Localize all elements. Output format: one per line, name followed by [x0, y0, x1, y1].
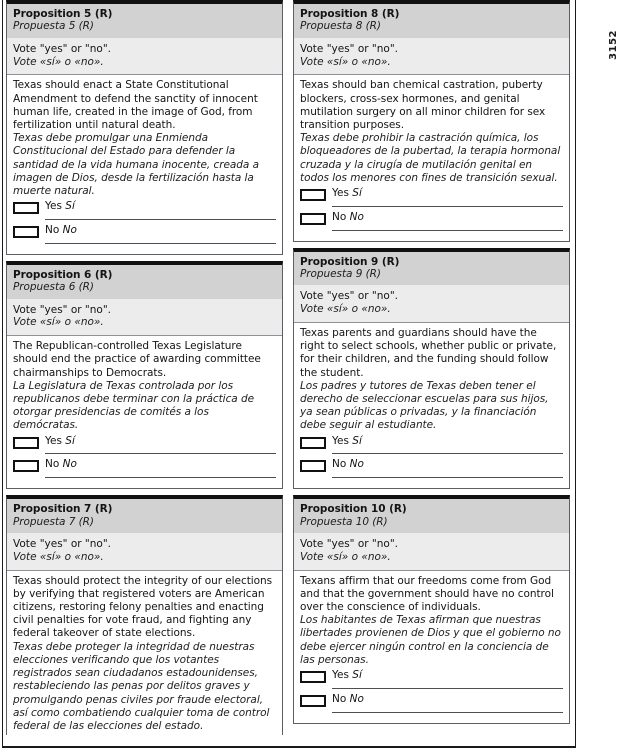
contest-title-es: Propuesta 6 (R)	[13, 281, 94, 294]
choice-row[interactable]	[300, 694, 563, 717]
choice-row[interactable]	[13, 459, 276, 482]
instruction-es: Vote «sí» o «no».	[13, 55, 104, 68]
choice-label-es: Sí	[352, 669, 362, 682]
checkbox-no[interactable]	[300, 460, 326, 472]
contest-body	[7, 336, 282, 435]
contest-title-en: Proposition 7 (R)	[13, 503, 113, 516]
checkbox-yes[interactable]	[300, 437, 326, 449]
contest-instruction	[294, 285, 569, 323]
choice-content	[39, 201, 276, 224]
contest-title-en: Proposition 9 (R)	[300, 255, 400, 268]
choice-list	[7, 435, 282, 489]
contest-title-es: Propuesta 7 (R)	[13, 515, 94, 528]
choice-list	[7, 200, 282, 254]
contest-instruction	[294, 533, 569, 571]
contest-proposition-5	[6, 0, 283, 255]
left-column	[6, 0, 283, 746]
choice-label-en: Yes	[332, 434, 349, 447]
choice-write-line	[332, 230, 563, 231]
choice-row[interactable]	[300, 459, 563, 482]
choice-row[interactable]	[300, 670, 563, 693]
contest-body-en: The Republican-controlled Texas Legislature should end the practice of awarding committee chairmanships to Democrats.	[13, 340, 261, 379]
choice-write-line	[45, 477, 276, 478]
choice-write-line	[45, 453, 276, 454]
choice-label-es: Sí	[65, 434, 75, 447]
choice-label	[45, 201, 276, 213]
contest-body-es: Texas debe promulgar una Enmienda Constitucional del Estado para defender la santidad de la vida humana inocente, creada a imagen de Dios, desde la fertilización hasta la muerte natural.	[13, 132, 260, 198]
choice-label	[45, 459, 276, 471]
choice-label-es: No	[349, 458, 364, 471]
contest-body-es: Los padres y tutores de Texas deben tener el derecho de seleccionar escuelas para sus hijos, ya sean públicas o privadas, y la financiación debe seguir al estudiante.	[300, 379, 549, 432]
checkbox-no[interactable]	[13, 226, 39, 238]
checkbox-yes[interactable]	[13, 437, 39, 449]
choice-row[interactable]	[300, 212, 563, 235]
contest-title-es: Propuesta 9 (R)	[300, 267, 381, 280]
choice-label-es: No	[349, 210, 364, 223]
checkbox-yes[interactable]	[300, 671, 326, 683]
choice-content	[326, 459, 563, 482]
choice-label-en: Yes	[45, 434, 62, 447]
contest-proposition-10	[293, 495, 570, 723]
instruction-es: Vote «sí» o «no».	[13, 316, 104, 329]
contest-proposition-9	[293, 248, 570, 490]
checkbox-yes[interactable]	[300, 189, 326, 201]
choice-write-line	[45, 219, 276, 220]
contest-body	[294, 75, 569, 187]
choice-content	[326, 694, 563, 717]
choice-write-line	[45, 243, 276, 244]
contest-body	[294, 571, 569, 670]
choice-label	[332, 459, 563, 471]
contest-title-es: Propuesta 8 (R)	[300, 20, 381, 33]
instruction-en: Vote "yes" or "no".	[13, 42, 112, 55]
choice-label	[332, 188, 563, 200]
choice-label	[332, 694, 563, 706]
choice-write-line	[332, 712, 563, 713]
checkbox-yes[interactable]	[13, 202, 39, 214]
contest-title-en: Proposition 6 (R)	[13, 268, 113, 281]
contest-body-en: Texas should enact a State Constitutional Amendment to defend the sanctity of innocent human life, created in the image of God, from fertilization until natural death.	[13, 79, 258, 131]
contest-proposition-8	[293, 0, 570, 242]
contest-header	[7, 265, 282, 299]
choice-label-en: Yes	[45, 200, 62, 213]
choice-content	[326, 212, 563, 235]
instruction-es: Vote «sí» o «no».	[13, 550, 104, 563]
instruction-es: Vote «sí» o «no».	[300, 55, 391, 68]
contest-instruction	[7, 533, 282, 571]
ballot-columns	[2, 0, 576, 746]
choice-content	[326, 436, 563, 459]
choice-row[interactable]	[13, 201, 276, 224]
contest-title-en: Proposition 8 (R)	[300, 8, 400, 20]
contest-body-en: Texas should protect the integrity of our elections by verifying that registered voters are American citizens, restoring felony penalties and enacting civil penalties for vote fraud, and fighting any federal takeover of state elections.	[13, 574, 273, 640]
contest-instruction	[294, 38, 569, 76]
choice-label-en: No	[45, 458, 60, 471]
instruction-en: Vote "yes" or "no".	[300, 42, 399, 55]
instruction-en: Vote "yes" or "no".	[300, 290, 399, 303]
choice-write-line	[332, 206, 563, 207]
choice-label-es: No	[62, 458, 77, 471]
contest-body	[7, 571, 282, 736]
contest-header	[7, 4, 282, 38]
choice-list	[294, 435, 569, 489]
instruction-es: Vote «sí» o «no».	[300, 303, 391, 316]
contest-body	[294, 323, 569, 435]
instruction-en: Vote "yes" or "no".	[300, 537, 399, 550]
right-column	[293, 0, 570, 746]
choice-label	[332, 670, 563, 682]
choice-list	[294, 669, 569, 723]
choice-label-en: Yes	[332, 669, 349, 682]
choice-label-es: Sí	[352, 187, 362, 200]
checkbox-no[interactable]	[300, 213, 326, 225]
contest-header	[7, 499, 282, 533]
choice-label-en: Yes	[332, 187, 349, 200]
choice-label-es: No	[349, 692, 364, 705]
contest-body	[7, 75, 282, 200]
choice-label-es: Sí	[352, 434, 362, 447]
choice-content	[39, 225, 276, 248]
choice-label	[332, 212, 563, 224]
contest-proposition-7	[6, 495, 283, 735]
choice-row[interactable]	[13, 436, 276, 459]
choice-row[interactable]	[300, 436, 563, 459]
choice-write-line	[332, 453, 563, 454]
contest-instruction	[7, 38, 282, 76]
choice-content	[326, 188, 563, 211]
choice-label	[332, 436, 563, 448]
contest-body-es: Los habitantes de Texas afirman que nuestras libertades provienen de Dios y que el gobierno no debe ejercer ningún control en la conciencia de las personas.	[300, 614, 561, 666]
contest-header	[294, 252, 569, 286]
contest-title-es: Propuesta 10 (R)	[300, 515, 388, 528]
contest-body-es: Texas debe proteger la integridad de nuestras elecciones verificando que los votantes registrados sean ciudadanos estadounidenses, restableciendo las penas por delitos graves y promulgando penas civiles por fraude electoral, así como combatiendo cualquier toma de control federal de las elecciones del estado.	[13, 640, 270, 732]
choice-label-en: No	[45, 224, 60, 237]
instruction-en: Vote "yes" or "no".	[13, 303, 112, 316]
contest-body-en: Texas should ban chemical castration, puberty blockers, cross-sex hormones, and genital mutilation surgery on all minor children for sex transition purposes.	[300, 79, 546, 131]
contest-title-en: Proposition 5 (R)	[13, 8, 113, 20]
contest-header	[294, 4, 569, 38]
choice-content	[39, 436, 276, 459]
choice-label-es: Sí	[65, 200, 75, 213]
choice-label	[45, 225, 276, 237]
contest-body-es: La Legislatura de Texas controlada por los republicanos debe terminar con la práctica de otorgar presidencias de comités a los demócratas.	[13, 379, 255, 432]
checkbox-no[interactable]	[13, 460, 39, 472]
choice-row[interactable]	[13, 225, 276, 248]
contest-title-es: Propuesta 5 (R)	[13, 20, 94, 33]
instruction-es: Vote «sí» o «no».	[300, 550, 391, 563]
contest-header	[294, 499, 569, 533]
choice-label	[45, 436, 276, 448]
choice-label-en: No	[332, 210, 347, 223]
instruction-en: Vote "yes" or "no".	[13, 537, 112, 550]
choice-content	[39, 459, 276, 482]
contest-title-en: Proposition 10 (R)	[300, 503, 407, 516]
checkbox-no[interactable]	[300, 695, 326, 707]
contest-proposition-6	[6, 261, 283, 489]
choice-label-en: No	[332, 458, 347, 471]
choice-write-line	[332, 688, 563, 689]
contest-body-en: Texas parents and guardians should have the right to select schools, whether public or private, for their children, and the funding should follow the student.	[300, 326, 557, 379]
choice-row[interactable]	[300, 188, 563, 211]
contest-body-es: Texas debe prohibir la castración química, los bloqueadores de la pubertad, la terapia hormonal cruzada y la cirugía de mutilación genital en todos los menores con fines de transición sexual.	[300, 132, 561, 184]
choice-label-en: No	[332, 692, 347, 705]
choice-label-es: No	[62, 224, 77, 237]
contest-body-en: Texans affirm that our freedoms come from God and that the government should have no control over the conscience of individuals.	[300, 574, 554, 613]
choice-write-line	[332, 477, 563, 478]
contest-instruction	[7, 299, 282, 337]
choice-list	[294, 187, 569, 241]
choice-content	[326, 670, 563, 693]
page-number-stamp: 3152	[608, 30, 619, 60]
